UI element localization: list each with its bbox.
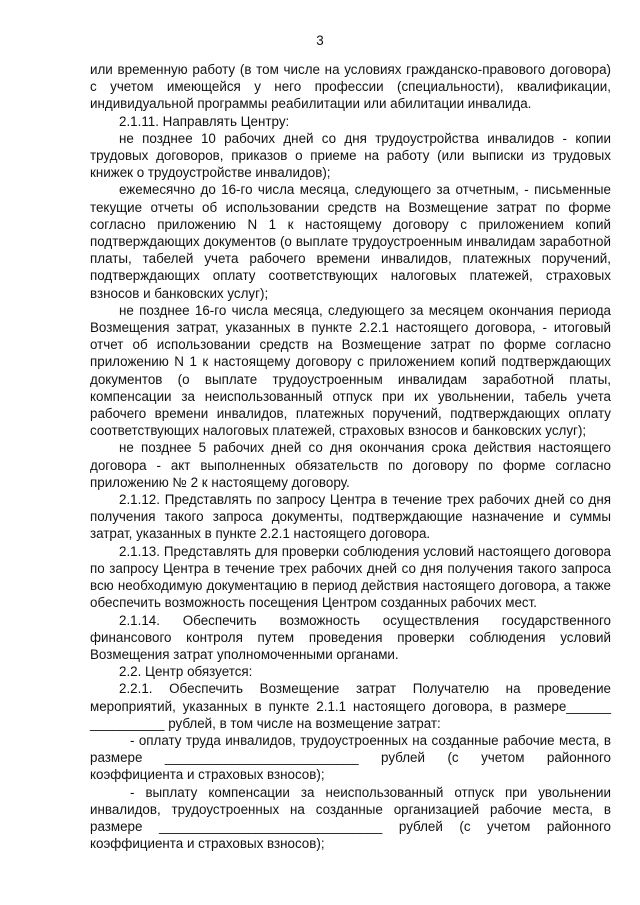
paragraph-13: - выплату компенсации за неиспользованный отпуск при увольнении инвалидов, трудоустроенных на созданные организацией рабочие места, в размере ______________________________ рублей (с учетом районного коэффициента и страховых взносов); [90,784,611,852]
paragraph-2: 2.1.11. Направлять Центру: [119,113,290,129]
paragraph-3: не позднее 10 рабочих дней со дня трудоустройства инвалидов - копии трудовых договоров, приказов о приеме на работу (или выписки из трудовых книжек о трудоустройстве инвалидов); [90,130,611,181]
paragraph-4: ежемесячно до 16-го числа месяца, следующего за отчетным, - письменные текущие отчеты об использовании средств на Возмещение затрат по форме согласно приложению N 1 к настоящему договору с приложением копий подтверждающих документов (о выплате трудоустроенным инвалидам заработной платы, табелей учета рабочего времени инвалидов, платежных поручений, подтверждающих оплату соответствующих налоговых платежей, страховых взносов и банковских услуг); [90,182,611,301]
page-number: 3 [316,33,324,48]
paragraph-11: 2.2.1. Обеспечить Возмещение затрат Получателю на проведение мероприятий, указанных в пункте 2.1.1 настоящего договора, в размере______ __________ рублей, в том числе на возмещение затрат: [90,681,611,731]
paragraph-9: 2.1.14. Обеспечить возможность осуществления государственного финансового контроля путем проведения проверки соблюдения условий Возмещения затрат уполномоченными органами. [90,612,611,662]
paragraph-8: 2.1.13. Представлять для проверки соблюдения условий настоящего договора по запросу Центра в течение трех рабочих дней со дня получения такого запроса всю необходимую документацию в период действия настоящего договора, а также обеспечить возможность посещения Центром созданных рабочих мест. [90,543,611,611]
paragraph-1: или временную работу (в том числе на условиях гражданско-правового договора) с учетом имеющейся у него профессии (специальности), квалификации, индивидуальной программы реабилитации или абилитации инвалида. [90,62,611,112]
paragraph-10: 2.2. Центр обязуется: [119,664,253,680]
paragraph-5: не позднее 16-го числа месяца, следующего за месяцем окончания периода Возмещения затрат, указанных в пункте 2.2.1 настоящего договора, - итоговый отчет об использовании средств на Возмещение затрат по форме согласно приложению N 1 к настоящему договору с приложением копий подтверждающих документов (о выплате трудоустроенным инвалидам заработной платы, компенсации за неиспользованный отпуск при их увольнении, табель учета рабочего времени инвалидов, платежных поручений, подтверждающих оплату соответствующих налоговых платежей, страховых взносов и банковских услуг); [90,302,611,439]
paragraph-12: - оплату труда инвалидов, трудоустроенных на созданные рабочие места, в размере __________________________ рублей (с учетом районного коэффициента и страховых взносов); [90,732,611,783]
document-body [90,61,611,852]
paragraph-7: 2.1.12. Представлять по запросу Центра в течение трех рабочих дней со дня получения такого запроса документы, подтверждающие назначение и суммы затрат, указанных в пункте 2.2.1 настоящего договора. [90,492,611,542]
paragraph-6: не позднее 5 рабочих дней со дня окончания срока действия настоящего договора - акт выполненных обязательств по договору по форме согласно приложению № 2 к настоящему договору. [90,440,611,490]
